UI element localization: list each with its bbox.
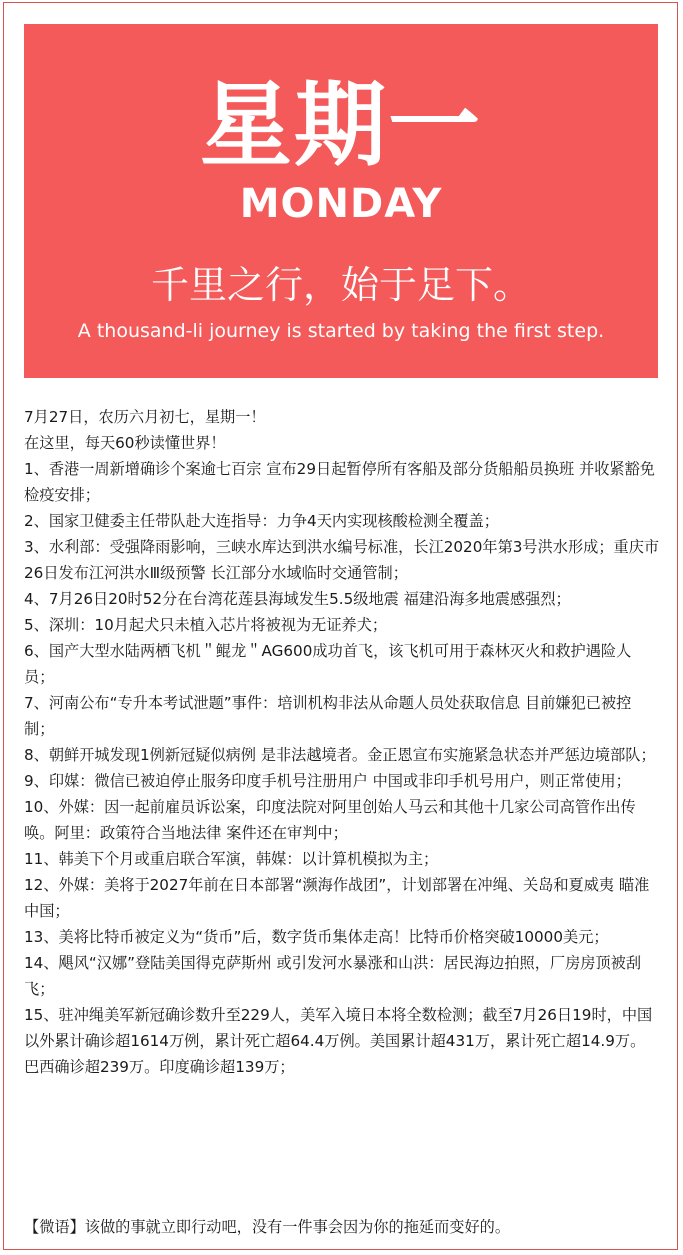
title-en: MONDAY [239, 181, 443, 227]
date-line: 7月27日，农历六月初七，星期一！ [24, 408, 266, 426]
slogan-cn: 千里之行，始于足下。 [150, 263, 531, 307]
news-item-6: 6、国产大型水陆两栖飞机＂鲲龙＂AG600成功首飞，该飞机可用于森林灭火和救护遇险人员； [24, 642, 632, 686]
news-list [24, 456, 660, 1080]
news-item-15: 15、驻冲绳美军新冠确诊数升至229人，美军入境日本将全数检测；截至7月26日19时，中国以外累计确诊超1614万例，累计死亡超64.4万例。美国累计超431万，累计死亡超14.9万。巴西确诊超239万。印度确诊超139万； [24, 1006, 653, 1076]
news-item-5: 5、深圳：10月起犬只未植入芯片将被视为无证养犬； [24, 616, 388, 634]
news-item-14: 14、飓风“汉娜”登陆美国得克萨斯州 或引发河水暴涨和山洪：居民海边拍照，厂房房顶被刮飞； [24, 954, 642, 998]
news-item-2: 2、国家卫健委主任带队赴大连指导：力争4天内实现核酸检测全覆盖； [24, 512, 499, 530]
news-item-1: 1、香港一周新增确诊个案逾七百宗 宣布29日起暂停所有客船及部分货船船员换班 并收紧豁免检疫安排； [24, 460, 655, 504]
news-body [24, 404, 660, 1080]
daily-quote: 【微语】该做的事就立即行动吧，没有一件事会因为你的拖延而变好的。 [24, 1218, 510, 1236]
news-item-7: 7、河南公布“专升本考试泄题”事件：培训机构非法从命题人员处获取信息 目前嫌犯已被控制； [24, 694, 632, 738]
news-item-8: 8、朝鲜开城发现1例新冠疑似病例 是非法越境者。金正恩宣布实施紧急状态并严惩边境部队； [24, 746, 656, 764]
news-item-4: 4、7月26日20时52分在台湾花莲县海域发生5.5级地震 福建沿海多地震感强烈； [24, 590, 571, 608]
news-item-11: 11、韩美下个月或重启联合军演，韩媒：以计算机模拟为主； [24, 850, 439, 868]
slogan-en: A thousand-li journey is started by taking the first step. [77, 320, 605, 342]
news-item-10: 10、外媒：因一起前雇员诉讼案，印度法院对阿里创始人马云和其他十几家公司高管作出传唤。阿里：政策符合当地法律 案件还在审判中； [24, 798, 636, 842]
header-banner [24, 24, 658, 378]
news-item-3: 3、水利部：受强降雨影响，三峡水库达到洪水编号标准，长江2020年第3号洪水形成；重庆市26日发布江河洪水Ⅲ级预警 长江部分水域临时交通管制； [24, 538, 660, 582]
title-cn: 星期一 [199, 72, 482, 179]
news-item-12: 12、外媒：美将于2027年前在日本部署“濒海作战团”，计划部署在冲绳、关岛和夏威夷 瞄准中国； [24, 876, 650, 920]
news-item-9: 9、印媒：微信已被迫停止服务印度手机号注册用户 中国或非印手机号用户，则正常使用； [24, 772, 631, 790]
tagline: 在这里，每天60秒读懂世界！ [24, 434, 226, 452]
news-item-13: 13、美将比特币被定义为“货币”后，数字货币集体走高！比特币价格突破10000美元； [24, 928, 609, 946]
